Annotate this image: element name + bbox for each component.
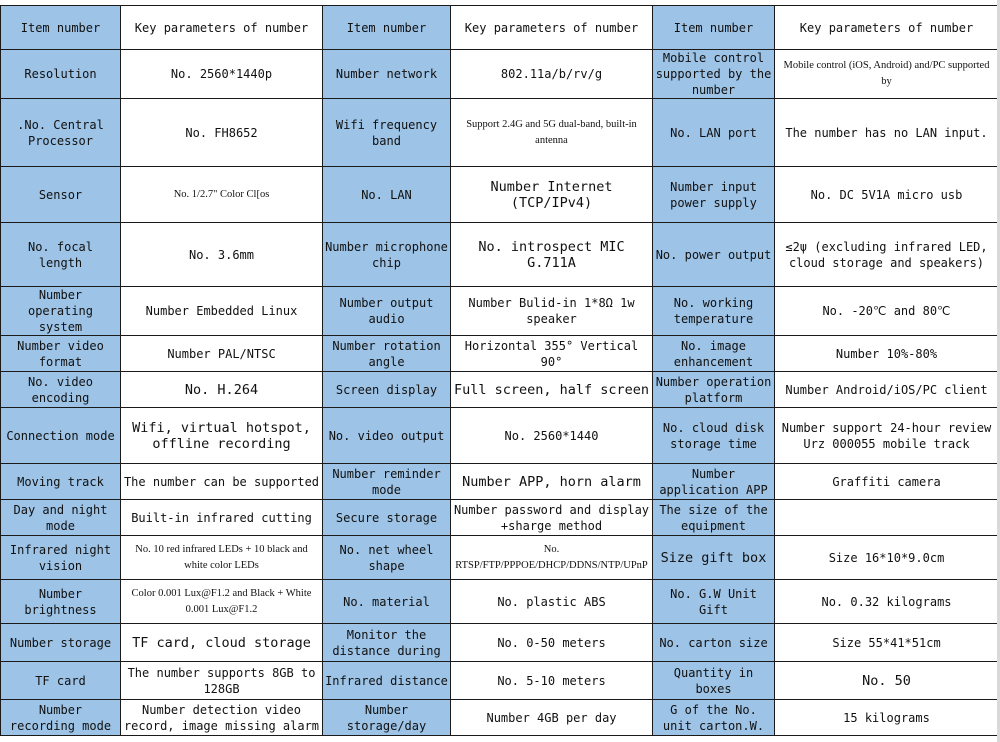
row-value: Number APP, horn alarm <box>451 464 653 500</box>
row-key: Number operation platform <box>653 372 775 408</box>
row-key: Infrared night vision <box>1 536 121 580</box>
row-value: No. 3.6mm <box>121 223 323 287</box>
row-key: No. power output <box>653 223 775 287</box>
row-key: No. cloud disk storage time <box>653 408 775 464</box>
row-key: Infrared distance <box>323 662 451 700</box>
row-key: Connection mode <box>1 408 121 464</box>
header-item-number-1: Item number <box>1 6 121 50</box>
row-value: No. introspect MIC G.711A <box>451 223 653 287</box>
row-value: No. 5-10 meters <box>451 662 653 700</box>
row-value: Number 10%-80% <box>775 336 999 372</box>
row-value: 15 kilograms <box>775 700 999 736</box>
row-key: .No. Central Processor <box>1 99 121 167</box>
row-key: Number brightness <box>1 580 121 624</box>
row-key: The size of the equipment <box>653 500 775 536</box>
table-row <box>1 336 999 372</box>
table-row <box>1 536 999 580</box>
row-value: No. 2560*1440p <box>121 50 323 99</box>
table-row <box>1 408 999 464</box>
row-key: Day and night mode <box>1 500 121 536</box>
table-row <box>1 99 999 167</box>
row-value: Number Internet (TCP/IPv4) <box>451 167 653 223</box>
row-key: G of the No. unit carton.W. <box>653 700 775 736</box>
row-value: Wifi, virtual hotspot, offline recording <box>121 408 323 464</box>
row-value: No. FH8652 <box>121 99 323 167</box>
header-key-params-1: Key parameters of number <box>121 6 323 50</box>
row-key: No. LAN port <box>653 99 775 167</box>
row-value: No. 2560*1440 <box>451 408 653 464</box>
row-value: Horizontal 355° Vertical 90° <box>451 336 653 372</box>
row-key: Mobile control supported by the number <box>653 50 775 99</box>
row-value: Number support 24-hour review Urz 000055 mobile track <box>775 408 999 464</box>
row-value: Number Android/iOS/PC client <box>775 372 999 408</box>
row-value: Number PAL/NTSC <box>121 336 323 372</box>
row-value: No. 0-50 meters <box>451 624 653 662</box>
header-item-number-3: Item number <box>653 6 775 50</box>
row-value: Mobile control (iOS, Android) and/PC supported by <box>775 50 999 99</box>
row-key: No. focal length <box>1 223 121 287</box>
row-key: Secure storage <box>323 500 451 536</box>
row-value: Number detection video record, image missing alarm <box>121 700 323 736</box>
row-key: No. material <box>323 580 451 624</box>
row-key: Number rotation angle <box>323 336 451 372</box>
spec-table <box>0 5 999 736</box>
row-value: Number Embedded Linux <box>121 287 323 336</box>
row-value: Size 55*41*51cm <box>775 624 999 662</box>
row-key: Number reminder mode <box>323 464 451 500</box>
row-value <box>775 500 999 536</box>
row-key: Number input power supply <box>653 167 775 223</box>
table-row <box>1 167 999 223</box>
row-key: Moving track <box>1 464 121 500</box>
row-value: No. plastic ABS <box>451 580 653 624</box>
table-row <box>1 50 999 99</box>
row-value: 802.11a/b/rv/g <box>451 50 653 99</box>
row-key: Quantity in boxes <box>653 662 775 700</box>
row-value: Number 4GB per day <box>451 700 653 736</box>
row-value: The number has no LAN input. <box>775 99 999 167</box>
row-key: No. net wheel shape <box>323 536 451 580</box>
row-key: Sensor <box>1 167 121 223</box>
row-key: TF card <box>1 662 121 700</box>
row-value: TF card, cloud storage <box>121 624 323 662</box>
table-row <box>1 624 999 662</box>
row-key: Number output audio <box>323 287 451 336</box>
row-value: No. H.264 <box>121 372 323 408</box>
row-key: No. video encoding <box>1 372 121 408</box>
row-key: Number recording mode <box>1 700 121 736</box>
row-key: Wifi frequency band <box>323 99 451 167</box>
row-value: Number Bulid-in 1*8Ω 1w speaker <box>451 287 653 336</box>
row-key: Number network <box>323 50 451 99</box>
row-key: Number video format <box>1 336 121 372</box>
row-value: Full screen, half screen <box>451 372 653 408</box>
table-row <box>1 580 999 624</box>
table-row <box>1 223 999 287</box>
table-row <box>1 464 999 500</box>
row-key: No. working temperature <box>653 287 775 336</box>
table-row <box>1 372 999 408</box>
row-key: Number storage <box>1 624 121 662</box>
row-key: No. carton size <box>653 624 775 662</box>
row-value: Graffiti camera <box>775 464 999 500</box>
table-row <box>1 287 999 336</box>
row-key: No. G.W Unit Gift <box>653 580 775 624</box>
row-value: The number can be supported <box>121 464 323 500</box>
row-key: Screen display <box>323 372 451 408</box>
row-key: No. LAN <box>323 167 451 223</box>
row-value: Number password and display +sharge method <box>451 500 653 536</box>
row-key: Number storage/day <box>323 700 451 736</box>
row-key: Number application APP <box>653 464 775 500</box>
row-value: No. 50 <box>775 662 999 700</box>
row-value: Built-in infrared cutting <box>121 500 323 536</box>
header-row <box>1 6 999 50</box>
row-key: No. image enhancement <box>653 336 775 372</box>
row-value: Size 16*10*9.0cm <box>775 536 999 580</box>
row-value: Color 0.001 Lux@F1.2 and Black + White 0.001 Lux@F1.2 <box>121 580 323 624</box>
row-key: Number microphone chip <box>323 223 451 287</box>
row-value: ≤2ψ (excluding infrared LED, cloud storage and speakers) <box>775 223 999 287</box>
row-key: Resolution <box>1 50 121 99</box>
header-item-number-2: Item number <box>323 6 451 50</box>
table-row <box>1 500 999 536</box>
table-row <box>1 662 999 700</box>
row-value: Support 2.4G and 5G dual-band, built-in antenna <box>451 99 653 167</box>
row-value: The number supports 8GB to 128GB <box>121 662 323 700</box>
row-value: No. DC 5V1A micro usb <box>775 167 999 223</box>
row-value: No. RTSP/FTP/PPPOE/DHCP/DDNS/NTP/UPnP <box>451 536 653 580</box>
row-key: Monitor the distance during <box>323 624 451 662</box>
row-value: No. 10 red infrared LEDs + 10 black and white color LEDs <box>121 536 323 580</box>
row-key: No. video output <box>323 408 451 464</box>
row-value: No. 0.32 kilograms <box>775 580 999 624</box>
header-key-params-3: Key parameters of number <box>775 6 999 50</box>
table-row <box>1 700 999 736</box>
row-key: Number operating system <box>1 287 121 336</box>
row-value: No. -20℃ and 80℃ <box>775 287 999 336</box>
row-value: No. 1/2.7" Color Cl[os <box>121 167 323 223</box>
header-key-params-2: Key parameters of number <box>451 6 653 50</box>
row-key: Size gift box <box>653 536 775 580</box>
